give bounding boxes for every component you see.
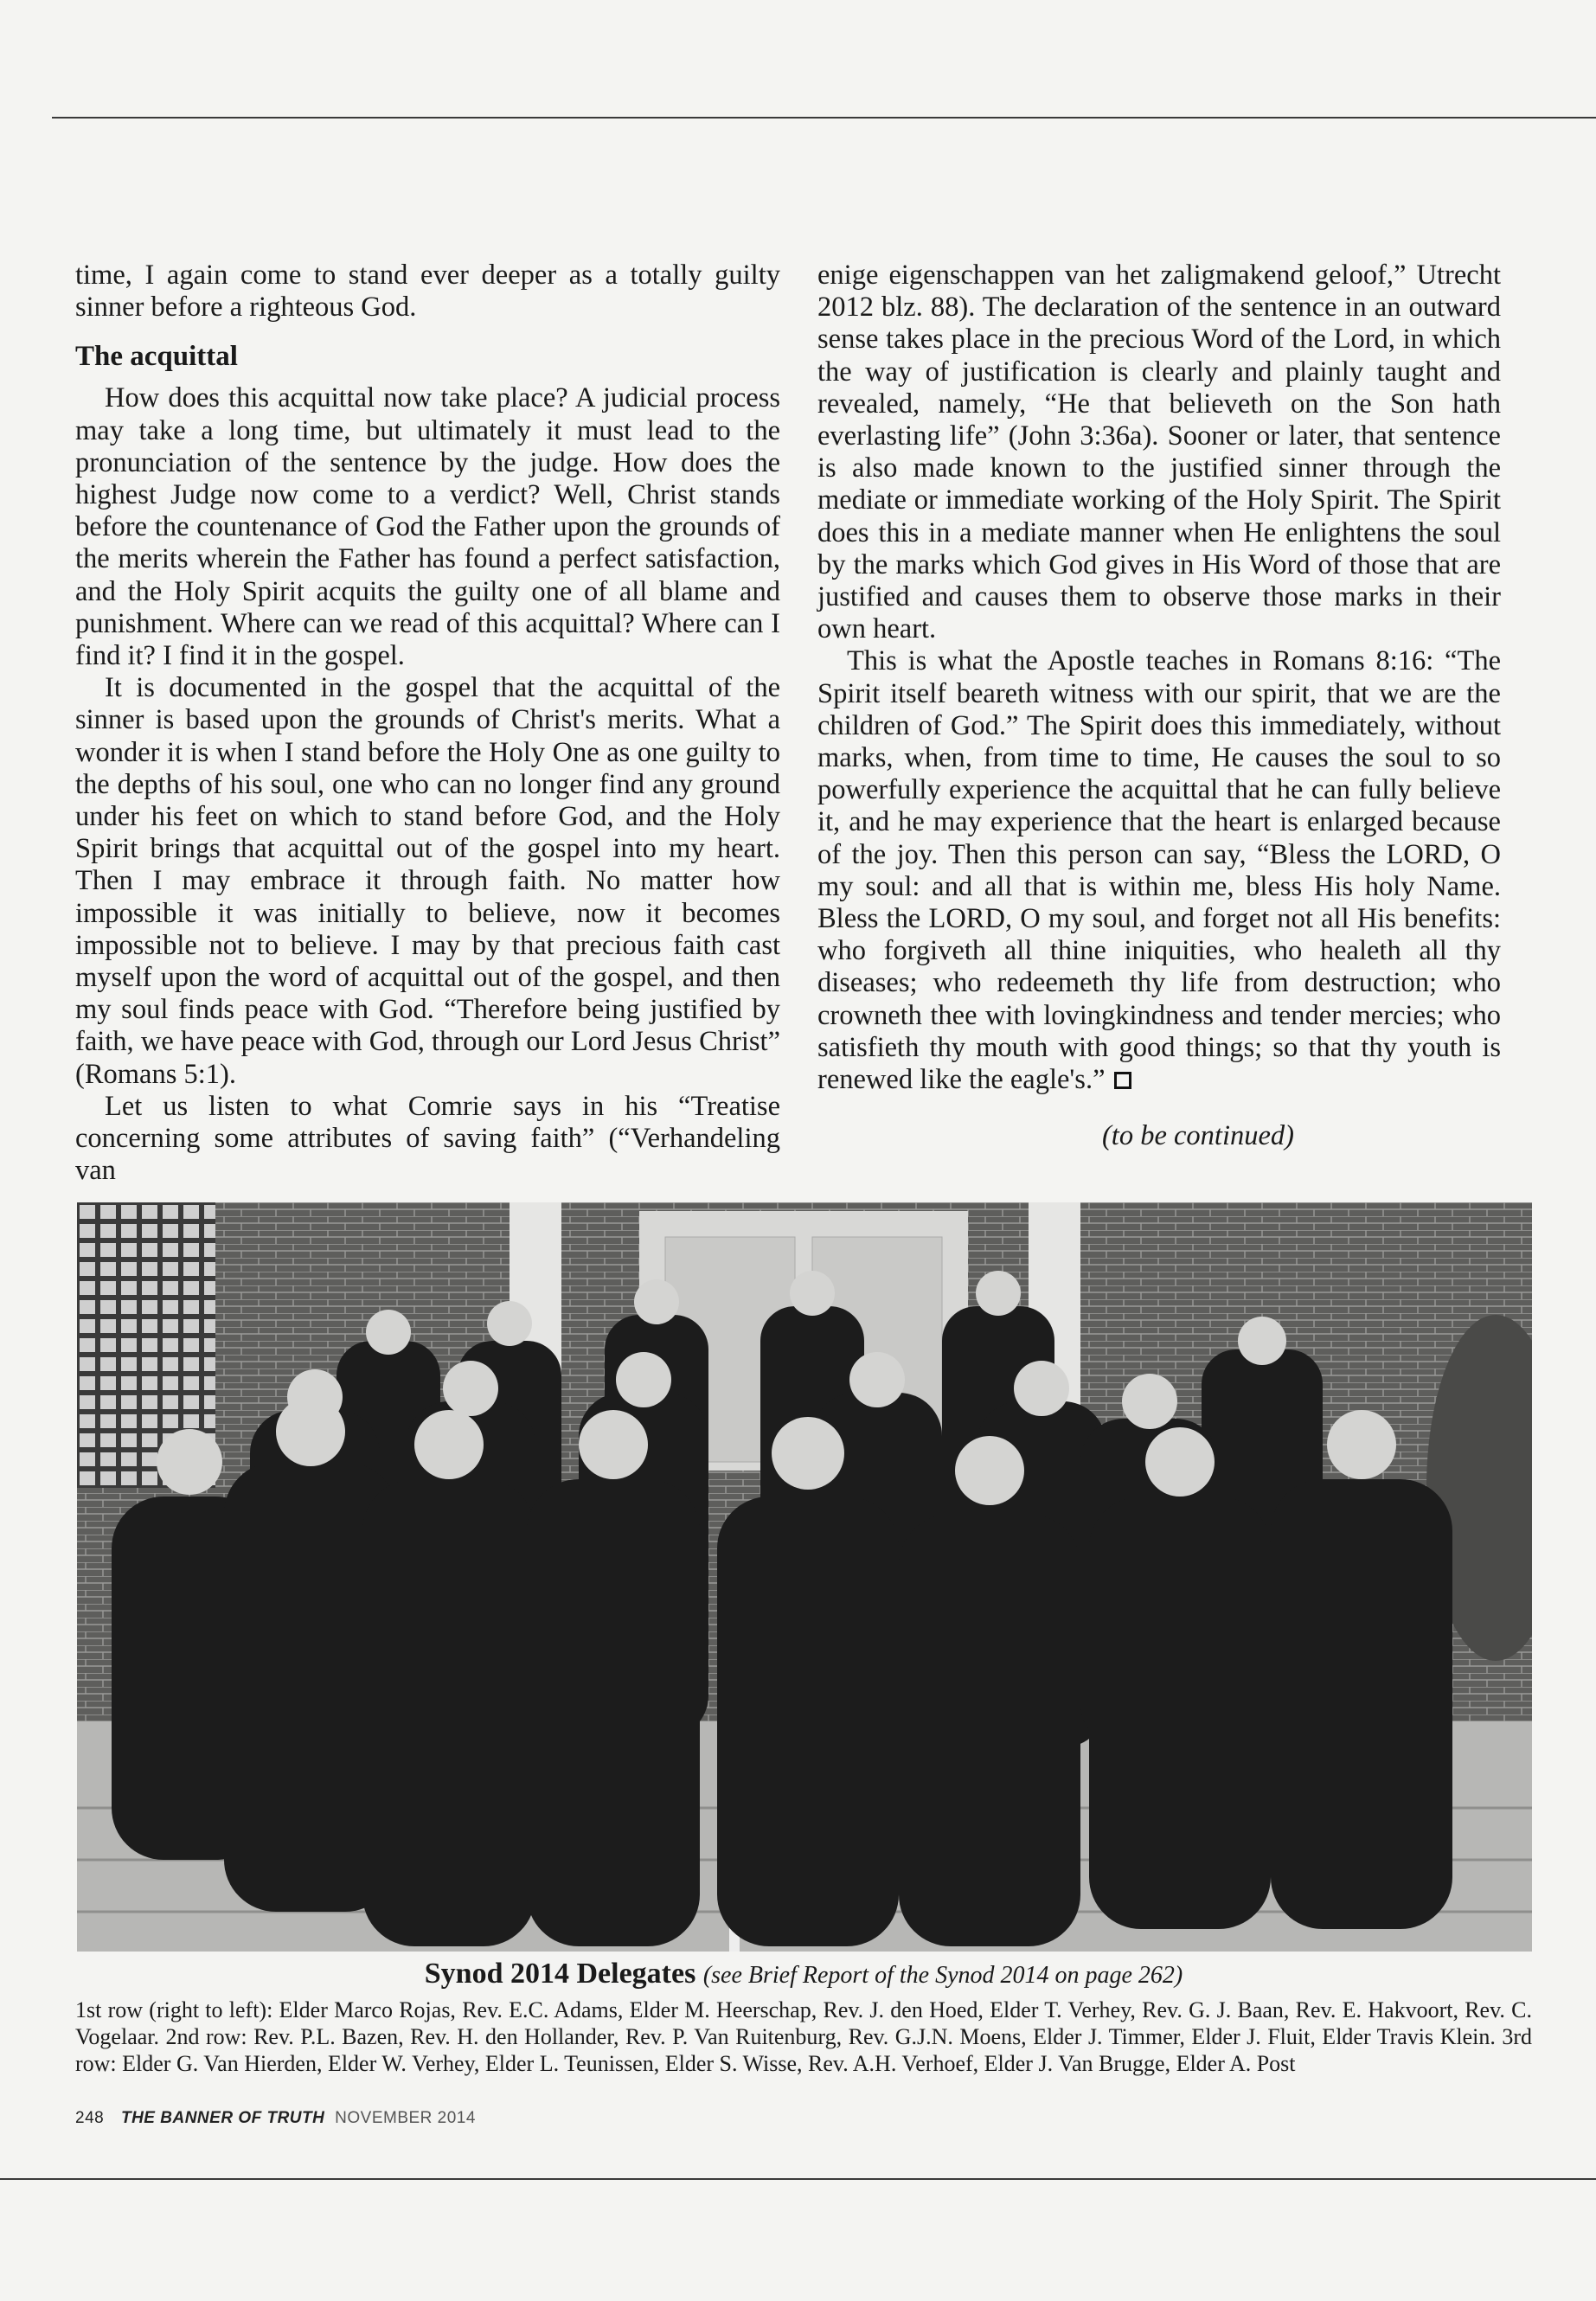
caption-title-line [75,1957,1532,1993]
page-footer [75,2109,476,2128]
left-column [75,260,780,1187]
left-paragraph-4: Let us listen to what Comrie says in his “Treatise concerning some attributes of saving faith” (“Verhandeling van [75,1090,780,1187]
group-photo [77,1202,1532,1952]
end-of-article-icon [1114,1072,1131,1089]
right-paragraph-2 [817,645,1501,1096]
left-paragraph-3: It is documented in the gospel that the acquittal of the sinner is based upon the grounds of Christ's merits. What a wonder it is when I stand before the Holy One as one guilty to the depths of his soul, one who can no longer find any ground under his feet on which to stand before God, and the Holy Spirit brings that acquittal out of the gospel into my heart. Then I may embrace it through faith. No matter how impossible it was initially to believe, now it becomes impossible not to believe. I may by that precious faith cast myself upon the word of acquittal out of the gospel, and then my soul finds peace with God. “Therefore being justified by faith, we have peace with God, through our Lord Jesus Christ” (Romans 5:1). [75,672,780,1090]
left-paragraph-1: time, I again come to stand ever deeper as a totally guilty sinner before a righteous God. [75,260,780,324]
caption-title-note: (see Brief Report of the Synod 2014 on page 262) [702,1962,1183,1989]
publication-name: THE BANNER OF TRUTH [120,2109,325,2127]
bottom-rule [0,2178,1596,2180]
caption-title: Synod 2014 Delegates [424,1958,696,1990]
right-column [817,260,1501,1152]
caption-body: 1st row (right to left): Elder Marco Rojas, Rev. E.C. Adams, Elder M. Heerschap, Rev. J. den Hoed, Elder T. Verhey, Rev. G. J. Baan, Rev. E. Hakvoort, Rev. C. Vogelaar. 2nd row: Rev. P.L. Bazen, Rev. H. den Hollander, Rev. P. Van Ruitenburg, Rev. G.J.N. Moens, Elder J. Timmer, Elder J. Fluit, Elder Travis Klein. 3rd row: Elder G. Van Hierden, Elder W. Verhey, Elder L. Teunissen, Elder S. Wisse, Rev. A.H. Verhoef, Elder J. Van Brugge, Elder A. Post [75,1997,1532,2076]
section-heading: The acquittal [75,341,238,373]
issue-date: NOVEMBER 2014 [335,2109,476,2127]
right-paragraph-1: enige eigenschappen van het zaligmakend geloof,” Utrecht 2012 blz. 88). The declaration of the sentence in an outward sense takes place in the precious Word of the Lord, in which the way of justification is clearly and plainly taught and revealed, namely, “He that believeth on the Son hath everlasting life” (John 3:36a). Sooner or later, that sentence is also made known to the justified sinner through the mediate or immediate working of the Holy Spirit. The Spirit does this in a mediate manner when He enlightens the soul by the marks which God gives in His Word of those that are justified and causes them to observe those marks in their own heart. [817,260,1501,645]
left-paragraph-2: How does this acquittal now take place? A judicial process may take a long time, but ultimately it must lead to the pronunciation of the sentence by the judge. How does the highest Judge now come to a verdict? Well, Christ stands before the countenance of God the Father upon the grounds of the merits wherein the Father has found a perfect satisfaction, and the Holy Spirit acquits the guilty one of all blame and punishment. Where can we read of this acquittal? Where can I find it? I find it in the gospel. [75,382,780,672]
to-be-continued-note: (to be continued) [1101,1120,1294,1152]
top-rule [52,117,1596,119]
right-paragraph-2-text: This is what the Apostle teaches in Romans 8:16: “The Spirit itself beareth witness with our spirit, that we are the children of God.” The Spirit does this immediately, without marks, when, from time to time, He causes the soul to so powerfully experience the acquittal that he can fully believe it, and he may experience that the heart is enlarged because of the joy. Then this person can say, “Bless the LORD, O my soul: and all that is within me, bless His holy Name. Bless the LORD, O my soul, and forget not all His benefits: who forgiveth all thine iniquities, who healeth all thy diseases; who redeemeth thy life from destruction; who crowneth thee with lovingkindness and tender mercies; who satisfieth thy mouth with good things; so that thy youth is renewed like the eagle's.” [817,645,1501,1096]
page-number: 248 [75,2109,105,2127]
photo-caption [75,1957,1532,2077]
